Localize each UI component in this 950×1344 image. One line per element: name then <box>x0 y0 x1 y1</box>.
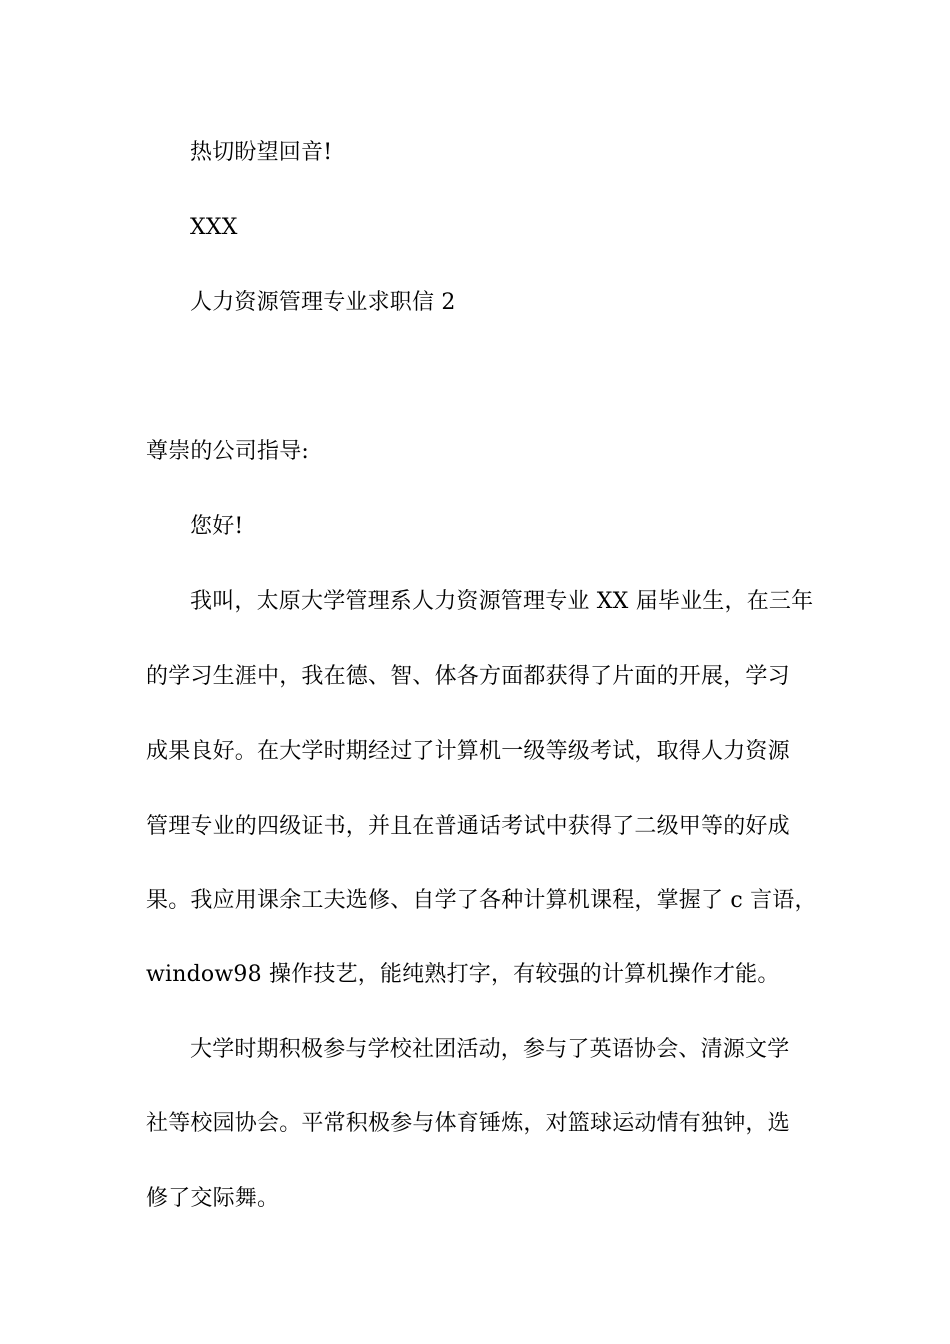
paragraph-2-line: 大学时期积极参与学校社团活动，参与了英语协会、清源文学 <box>190 1037 790 1062</box>
paragraph-1-line: window98 操作技艺，能纯熟打字，有较强的计算机操作才能。 <box>146 962 780 987</box>
letter-greeting: 尊崇的公司指导: <box>146 439 310 464</box>
paragraph-1-line: 的学习生涯中，我在德、智、体各方面都获得了片面的开展，学习 <box>146 664 790 689</box>
paragraph-1-line: 果。我应用课余工夫选修、自学了各种计算机课程，掌握了 c 言语， <box>146 888 817 913</box>
paragraph-2-line: 社等校园协会。平常积极参与体育锤炼，对篮球运动情有独钟，选 <box>146 1111 790 1136</box>
hello-line: 您好! <box>190 514 244 539</box>
signature: XXX <box>190 215 238 240</box>
paragraph-1-line: 我叫，太原大学管理系人力资源管理专业 XX 届毕业生，在三年 <box>190 589 814 614</box>
paragraph-1-line: 成果良好。在大学时期经过了计算机一级等级考试，取得人力资源 <box>146 739 790 764</box>
letter-heading: 人力资源管理专业求职信 2 <box>190 290 456 315</box>
paragraph-2-line: 修了交际舞。 <box>146 1186 280 1211</box>
closing-salutation: 热切盼望回音! <box>190 140 333 165</box>
paragraph-1-line: 管理专业的四级证书，并且在普通话考试中获得了二级甲等的好成 <box>146 814 790 839</box>
